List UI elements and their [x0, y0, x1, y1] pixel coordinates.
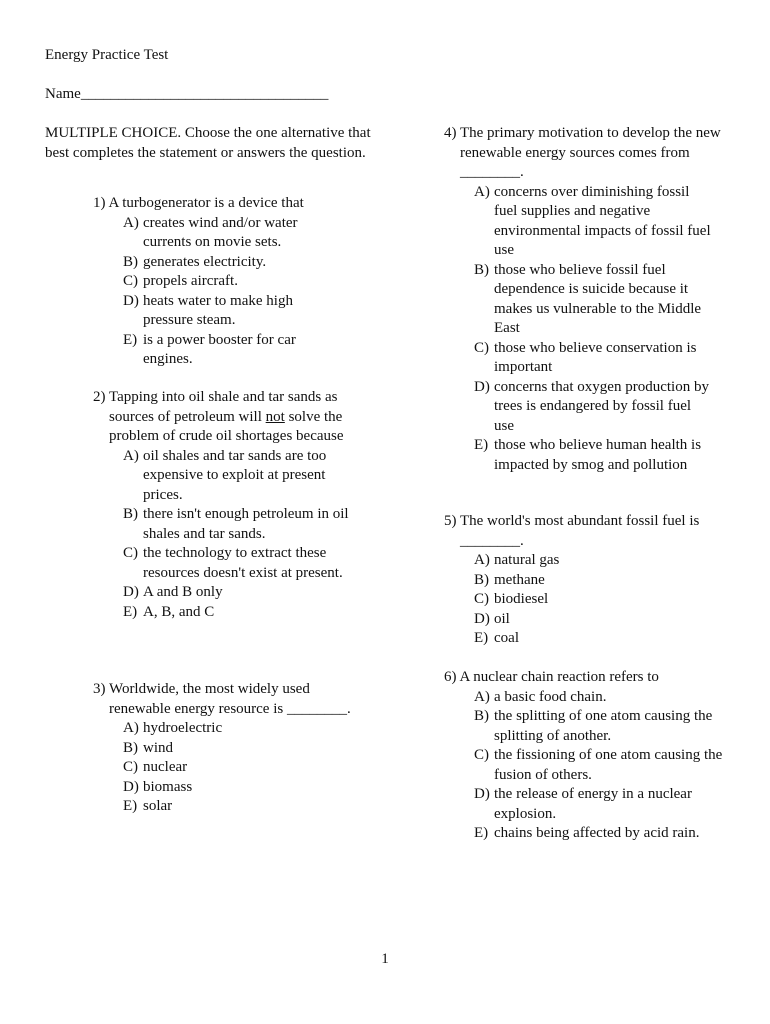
question-number: 1) — [93, 195, 106, 211]
choice-a: A) concerns over diminishing fossil fuel supplies and negative environmental impacts of fossil fuel use — [474, 183, 711, 258]
choice-b: B) wind — [123, 739, 173, 756]
choice-d: D) the release of energy in a nuclear explosion. — [474, 786, 692, 822]
name-line: Name_________________________________ — [45, 86, 329, 102]
choice-b: B) methane — [474, 571, 545, 588]
choice-a: A) natural gas — [474, 552, 560, 568]
choice-e: E) solar — [123, 798, 173, 814]
choice-c: C) those who believe conservation is important — [474, 339, 697, 375]
choice-e: E) is a power booster for car engines. — [123, 331, 296, 367]
choice-c: C) the technology to extract these resources doesn't exist at present. — [123, 545, 343, 581]
question-5 — [444, 512, 714, 649]
page-number: 1 — [381, 951, 389, 967]
choice-d: D) biomass — [123, 778, 193, 795]
choice-a: A) hydroelectric — [123, 720, 223, 736]
question-stem: 1) A turbogenerator is a device that — [93, 195, 304, 211]
choice-d: D) oil — [474, 610, 510, 627]
instructions: MULTIPLE CHOICE. Choose the one alternative that best completes the statement or answers the question. — [45, 125, 371, 161]
choice-d: D) heats water to make high pressure steam. — [123, 292, 293, 328]
choice-b: B) those who believe fossil fuel dependence is suicide because it makes us vulnerable to the Middle East — [474, 261, 702, 336]
question-stem: 5) The world's most abundant fossil fuel is ________. — [444, 513, 700, 549]
choice-c: C) the fissioning of one atom causing the fusion of others. — [474, 747, 723, 783]
choice-d: D) A and B only — [123, 584, 223, 600]
question-2 — [93, 388, 363, 622]
question-1 — [93, 194, 343, 370]
choice-a: A) oil shales and tar sands are too expensive to exploit at present prices. — [123, 447, 327, 503]
question-number: 5) — [444, 513, 457, 529]
choice-b: B) the splitting of one atom causing the splitting of another. — [474, 708, 713, 744]
choice-e: E) coal — [474, 630, 519, 646]
page-title: Energy Practice Test — [45, 47, 169, 63]
question-4 — [444, 124, 724, 475]
question-number: 6) — [444, 669, 457, 685]
choice-e: E) A, B, and C — [123, 603, 215, 620]
choice-d: D) concerns that oxygen production by trees is endangered by fossil fuel use — [474, 378, 709, 434]
choice-c: C) nuclear — [123, 759, 188, 775]
question-number: 3) — [93, 681, 106, 697]
question-stem: 3) Worldwide, the most widely used renewable energy resource is ________. — [93, 681, 351, 717]
question-6 — [444, 668, 724, 844]
choice-e: E) chains being affected by acid rain. — [474, 825, 700, 841]
choice-b: B) there isn't enough petroleum in oil shales and tar sands. — [123, 506, 349, 542]
question-stem: 2) Tapping into oil shale and tar sands as sources of petroleum will not solve the problem of crude oil shortages because — [93, 389, 344, 444]
question-3 — [93, 680, 353, 817]
choice-b: B) generates electricity. — [123, 253, 267, 270]
question-number: 2) — [93, 389, 106, 405]
choice-c: C) propels aircraft. — [123, 273, 238, 289]
choice-a: A) creates wind and/or water currents on movie sets. — [123, 214, 298, 250]
choice-a: A) a basic food chain. — [474, 688, 607, 705]
choice-e: E) those who believe human health is impacted by smog and pollution — [474, 437, 702, 473]
emphasis-not: not — [265, 408, 285, 425]
question-number: 4) — [444, 125, 457, 141]
question-stem: 4) The primary motivation to develop the new renewable energy sources comes from ________. — [444, 125, 721, 180]
choice-c: C) biodiesel — [474, 591, 549, 607]
question-stem: 6) A nuclear chain reaction refers to — [444, 669, 659, 685]
